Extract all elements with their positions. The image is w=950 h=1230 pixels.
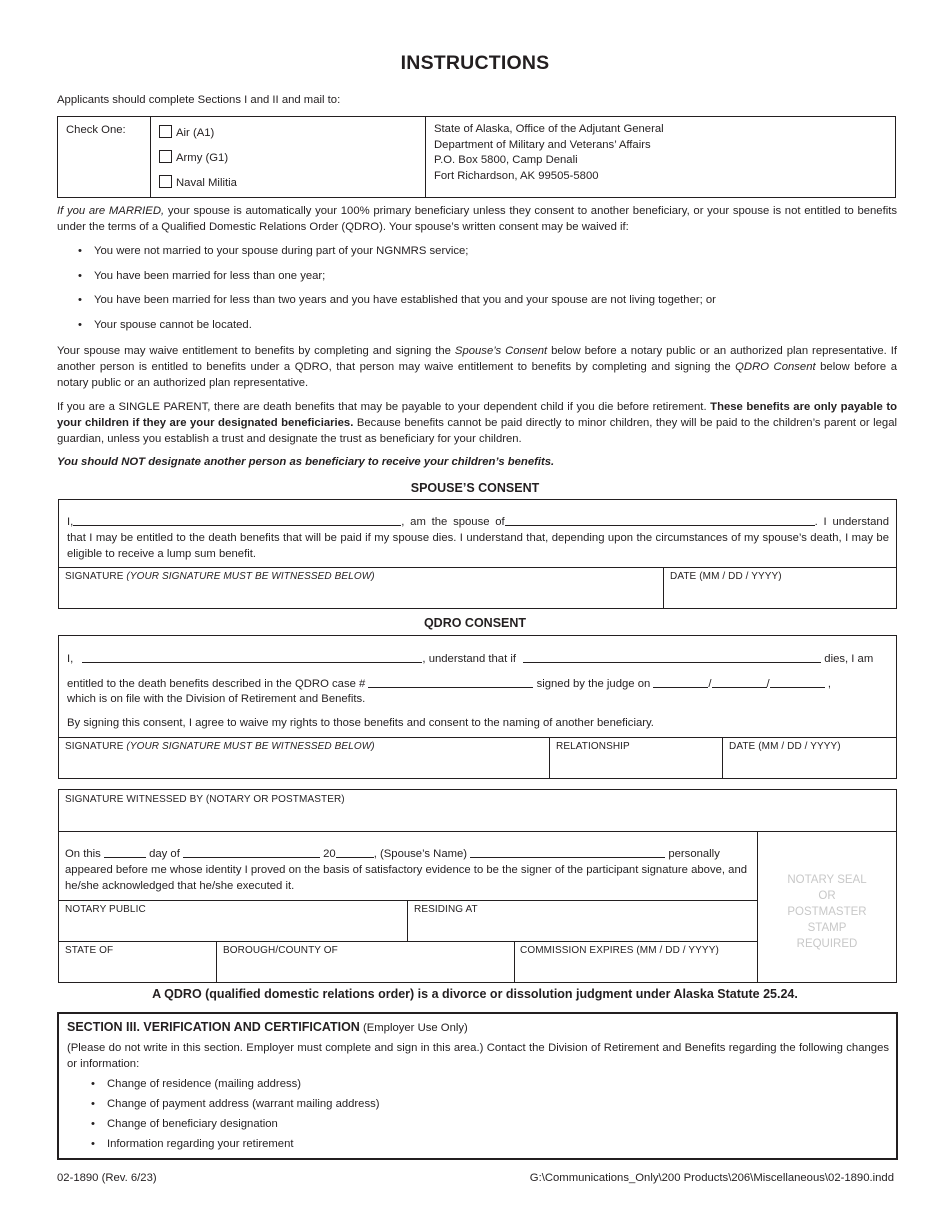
notary-box xyxy=(58,789,897,983)
commission-expires-field[interactable]: COMMISSION EXPIRES (MM / DD / YYYY) xyxy=(520,945,719,956)
section-three-heading: SECTION III. VERIFICATION AND CERTIFICATION (Employer Use Only) xyxy=(67,1020,468,1034)
qdro-consent-box xyxy=(58,635,897,779)
section-three-instructions: (Please do not write in this section. Employer must complete and sign in this area.) Contact the Division of Retirement and Benefits regarding the following changes or information: xyxy=(67,1042,889,1070)
judge-year-field[interactable] xyxy=(770,676,825,688)
judge-month-field[interactable] xyxy=(653,676,708,688)
qdro-case-field[interactable] xyxy=(368,676,533,688)
judge-day-field[interactable] xyxy=(712,676,767,688)
spouse-signature-field[interactable]: SIGNATURE (YOUR SIGNATURE MUST BE WITNESSED BELOW) xyxy=(65,571,375,582)
notary-month-field[interactable] xyxy=(183,846,320,858)
army-checkbox[interactable] xyxy=(159,150,172,163)
bullet-item: • You have been married for less than one year; xyxy=(78,269,325,285)
married-paragraph: If you are MARRIED, your spouse is automatically your 100% primary beneficiary unless they consent to another beneficiary, or your spouse is not entitled to benefits under the terms of a Qualified Domestic Relations Order (QDRO). Your spouse’s written consent may be waived if: xyxy=(57,205,898,233)
spouse-date-field[interactable]: DATE (MM / DD / YYYY) xyxy=(670,571,782,582)
qdro-relationship-field[interactable]: RELATIONSHIP xyxy=(556,741,630,752)
qdro-line-2: entitled to the death benefits described in the QDRO case # signed by the judge on / / , xyxy=(67,678,831,690)
residing-at-field[interactable]: RESIDING AT xyxy=(414,904,478,915)
list-item: • Information regarding your retirement xyxy=(91,1137,294,1153)
check-one-label: Check One: xyxy=(66,124,126,136)
spouse-consent-text: I, , am the spouse of . I understand that I may be entitled to the death benefits that will be paid if my spouse dies. I understand that, depending upon the circumstances of my spouse’s death, I may be eligible to receive a lump sum benefit. xyxy=(67,516,889,560)
notary-day-field[interactable] xyxy=(104,846,146,858)
notary-year-field[interactable] xyxy=(336,846,374,858)
qdro-on-file: which is on file with the Division of Retirement and Benefits. xyxy=(67,693,366,705)
qdro-date-field[interactable]: DATE (MM / DD / YYYY) xyxy=(729,741,841,752)
qdro-consent-heading: QDRO CONSENT xyxy=(423,616,527,630)
bullet-item: • Your spouse cannot be located. xyxy=(78,318,252,334)
warning-text: You should NOT designate another person as beneficiary to receive your children’s benefits. xyxy=(57,456,555,468)
waive-paragraph: Your spouse may waive entitlement to benefits by completing and signing the Spouse’s Consent below before a notary public or an authorized plan representative. If another person is entitled to benefits under a QDRO, that person may waive entitlement to benefits by completing and signing the QDRO Consent below before a notary public or an authorized plan representative. xyxy=(57,345,898,389)
form-number: 02-1890 (Rev. 6/23) xyxy=(57,1172,157,1184)
section-three-box xyxy=(57,1012,898,1160)
member-name-field[interactable] xyxy=(505,514,815,526)
state-of-field[interactable]: STATE OF xyxy=(65,945,114,956)
notary-public-field[interactable]: NOTARY PUBLIC xyxy=(65,904,146,915)
bullet-item: • You have been married for less than two years and you have established that you and your spouse are not living together; or xyxy=(78,293,716,309)
borough-county-field[interactable]: BOROUGH/COUNTY OF xyxy=(223,945,338,956)
list-item: • Change of residence (mailing address) xyxy=(91,1077,301,1093)
notary-statement: On this day of 20 , (Spouse’s Name) personally appeared before me whose identity I proved on the basis of satisfactory evidence to be the signer of the participant signature above, and he/she acknowledged that he/she executed it. xyxy=(65,848,748,892)
mailing-table xyxy=(57,116,896,198)
qdro-agree: By signing this consent, I agree to waive my rights to those benefits and consent to the naming of another beneficiary. xyxy=(67,717,654,729)
qdro-definition: A QDRO (qualified domestic relations order) is a divorce or dissolution judgment under Alaska Statute 25.24. xyxy=(152,987,798,1001)
page-title: INSTRUCTIONS xyxy=(400,52,550,74)
witness-signature-field[interactable]: SIGNATURE WITNESSED BY (NOTARY OR POSTMASTER) xyxy=(65,794,345,805)
notary-seal-area: NOTARY SEAL OR POSTMASTER STAMP REQUIRED xyxy=(787,874,867,950)
spouse-name-field[interactable] xyxy=(73,514,401,526)
file-path: G:\Communications_Only\200 Products\206\Miscellaneous\02-1890.indd xyxy=(529,1172,894,1184)
list-item: • Change of payment address (warrant mailing address) xyxy=(91,1097,380,1113)
bullet-item: • You were not married to your spouse during part of your NGNMRS service; xyxy=(78,244,468,260)
qdro-name-field[interactable] xyxy=(82,651,422,663)
air-checkbox[interactable] xyxy=(159,125,172,138)
qdro-signature-field[interactable]: SIGNATURE (YOUR SIGNATURE MUST BE WITNESSED BELOW) xyxy=(65,741,375,752)
naval-militia-checkbox[interactable] xyxy=(159,175,172,188)
mailing-address: State of Alaska, Office of the Adjutant General Department of Military and Veterans’ Affairs P.O. Box 5800, Camp Denali Fort Richardson, AK 99505-5800 xyxy=(434,123,664,182)
option-naval-militia[interactable]: Naval Militia xyxy=(159,175,237,192)
spouse-consent-box xyxy=(58,499,897,609)
intro-text: Applicants should complete Sections I and II and mail to: xyxy=(57,94,341,106)
notary-spouse-name-field[interactable] xyxy=(470,846,665,858)
single-parent-paragraph: If you are a SINGLE PARENT, there are death benefits that may be payable to your dependent child if you die before retirement. These benefits are only payable to your children if they are your designated beneficiaries. Because benefits cannot be paid directly to minor children, they will be paid to the children’s parent or legal guardian, unless you establish a trust and designate the trust as beneficiary for your children. xyxy=(57,401,897,445)
qdro-member-field[interactable] xyxy=(523,651,821,663)
list-item: • Change of beneficiary designation xyxy=(91,1117,278,1133)
option-air[interactable]: Air (A1) xyxy=(159,125,214,142)
qdro-line-1: I, , understand that if dies, I am xyxy=(67,653,874,665)
spouse-consent-heading: SPOUSE’S CONSENT xyxy=(410,481,540,495)
option-army[interactable]: Army (G1) xyxy=(159,150,228,167)
